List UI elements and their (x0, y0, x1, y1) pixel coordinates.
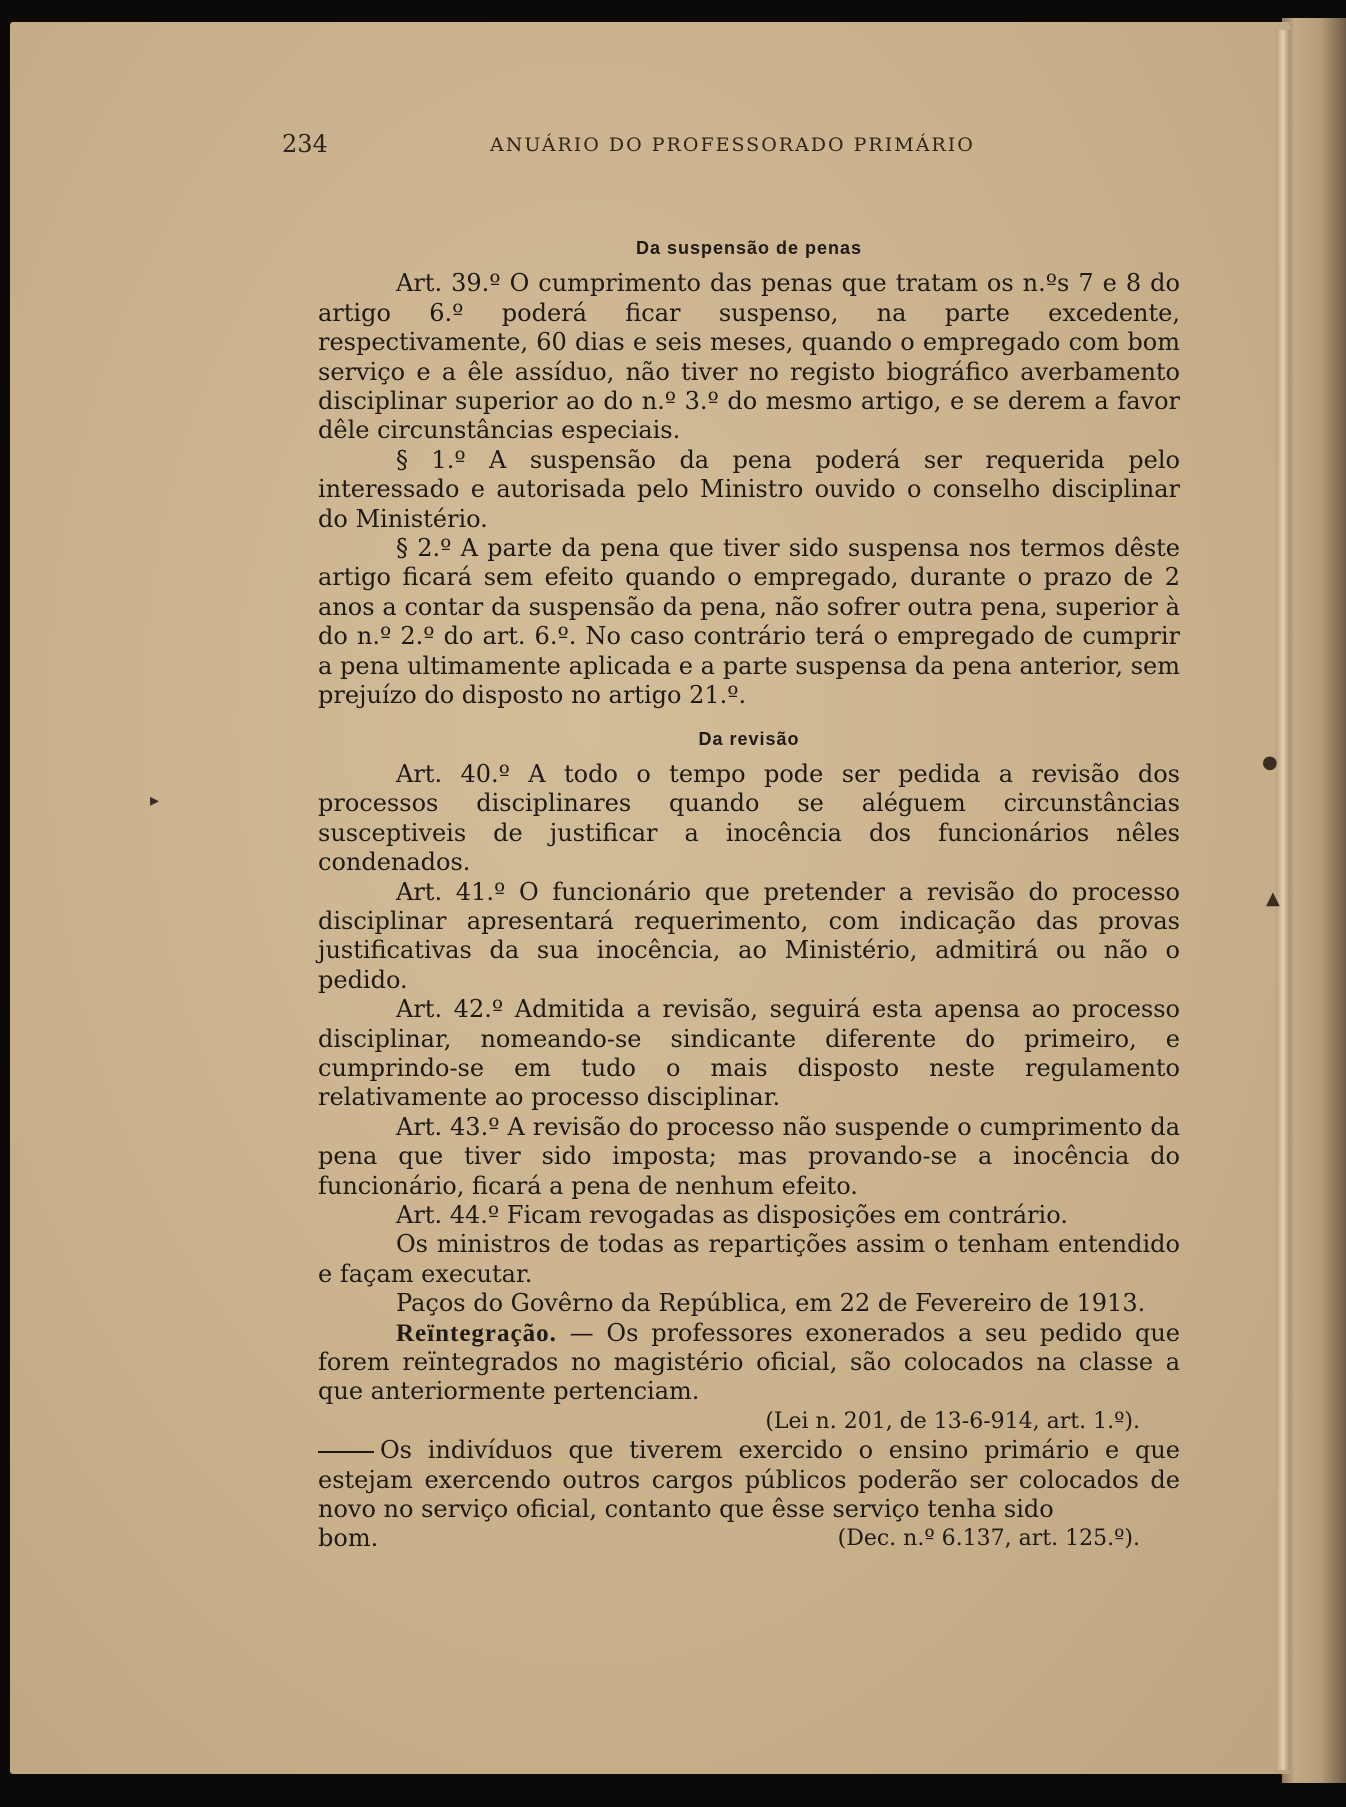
paragraph-art-40: Art. 40.º A todo o tempo pode ser pedida a revisão dos processos disciplinares quando se aléguem circunstâncias susceptiveis de justificar a inocência dos funcionários nêles condenados. (318, 759, 1180, 877)
page-number: 234 (282, 130, 328, 158)
paragraph-art-44: Art. 44.º Ficam revogadas as disposições em contrário. (396, 1201, 1068, 1229)
paragraph-par-2: § 2.º A parte da pena que tiver sido suspensa nos termos dêste artigo ficará sem efeito quando o empregado, durante o prazo de 2 anos a contar da suspensão da pena, não sofrer outra pena, superior à do n.º 2.º do art. 6.º. No caso contrário terá o empregado de cumprir a pena ultimamente aplicada e a parte suspensa da pena anterior, sem prejuízo do disposto no artigo 21.º. (318, 534, 1180, 710)
citation-lei: (Lei n. 201, de 13-6-914, art. 1.º). (765, 1408, 1140, 1434)
reintegracao-lead: Reïntegração. (396, 1319, 557, 1347)
book-spine (1282, 18, 1346, 1783)
paragraph-art-43: Art. 43.º A revisão do processo não suspende o cumprimento da pena que tiver sido imposta; mas provando-se a inocência do funcionário, ficará a pena de nenhum efeito. (318, 1112, 1180, 1200)
paragraph-pacos: Paços do Govêrno da República, em 22 de Fevereiro de 1913. (396, 1289, 1146, 1318)
page-content (318, 230, 1180, 1554)
citation-dec: (Dec. n.º 6.137, art. 125.º). (837, 1526, 1140, 1552)
paragraph-par-1: § 1.º A suspensão da pena poderá ser requerida pelo interessado e autorisada pelo Ministro ouvido o conselho disciplinar do Ministério. (318, 445, 1180, 533)
section-title-revisao: Da revisão (698, 728, 800, 749)
paragraph-reintegracao (318, 1319, 1180, 1407)
paragraph-ministros: Os ministros de todas as repartições assim o tenham entendido e façam executar. (318, 1230, 1180, 1288)
section-title-suspensao: Da suspensão de penas (635, 238, 863, 258)
em-dash-rule (318, 1451, 374, 1453)
paragraph-art-42: Art. 42.º Admitida a revisão, seguirá esta apensa ao processo disciplinar, nomeando-se sindicante diferente do primeiro, e cumprindo-se em tudo o mais disposto neste regulamento relativamente ao processo disciplinar. (318, 995, 1180, 1112)
print-speck: ▲ (1266, 888, 1280, 909)
paragraph-art-41: Art. 41.º O funcionário que pretender a revisão do processo disciplinar apresentará requerimento, com indicação das provas justificativas da sua inocência, ao Ministério, admitirá ou não o pedido. (318, 877, 1180, 994)
print-speck: ▸ (150, 790, 160, 811)
paragraph-art-39: Art. 39.º O cumprimento das penas que tratam os n.ºs 7 e 8 do artigo 6.º poderá ficar suspenso, na parte excedente, respectivamente, 60 dias e seis meses, quando o empregado com bom serviço e a êle assíduo, não tiver no registo biográfico averbamento disciplinar superior ao do n.º 3.º do mesmo artigo, e se derem a favor dêle circunstâncias especiais. (318, 269, 1180, 445)
paragraph-final (318, 1436, 1180, 1524)
final-last-word: bom. (318, 1524, 379, 1553)
print-speck: ● (1262, 752, 1278, 773)
final-line (318, 1524, 1180, 1553)
reintegracao-text: — Os professores exonerados a seu pedido que forem reïntegrados no magistério oficial, são colocados na classe a que anteriormente pertenciam. (318, 1318, 1180, 1406)
running-title: ANUÁRIO DO PROFESSORADO PRIMÁRIO (490, 134, 975, 156)
final-text: Os indivíduos que tiverem exercido o ensino primário e que estejam exercendo outros cargos públicos poderão ser colocados de novo no serviço oficial, contanto que êsse serviço tenha sido (318, 1436, 1180, 1524)
